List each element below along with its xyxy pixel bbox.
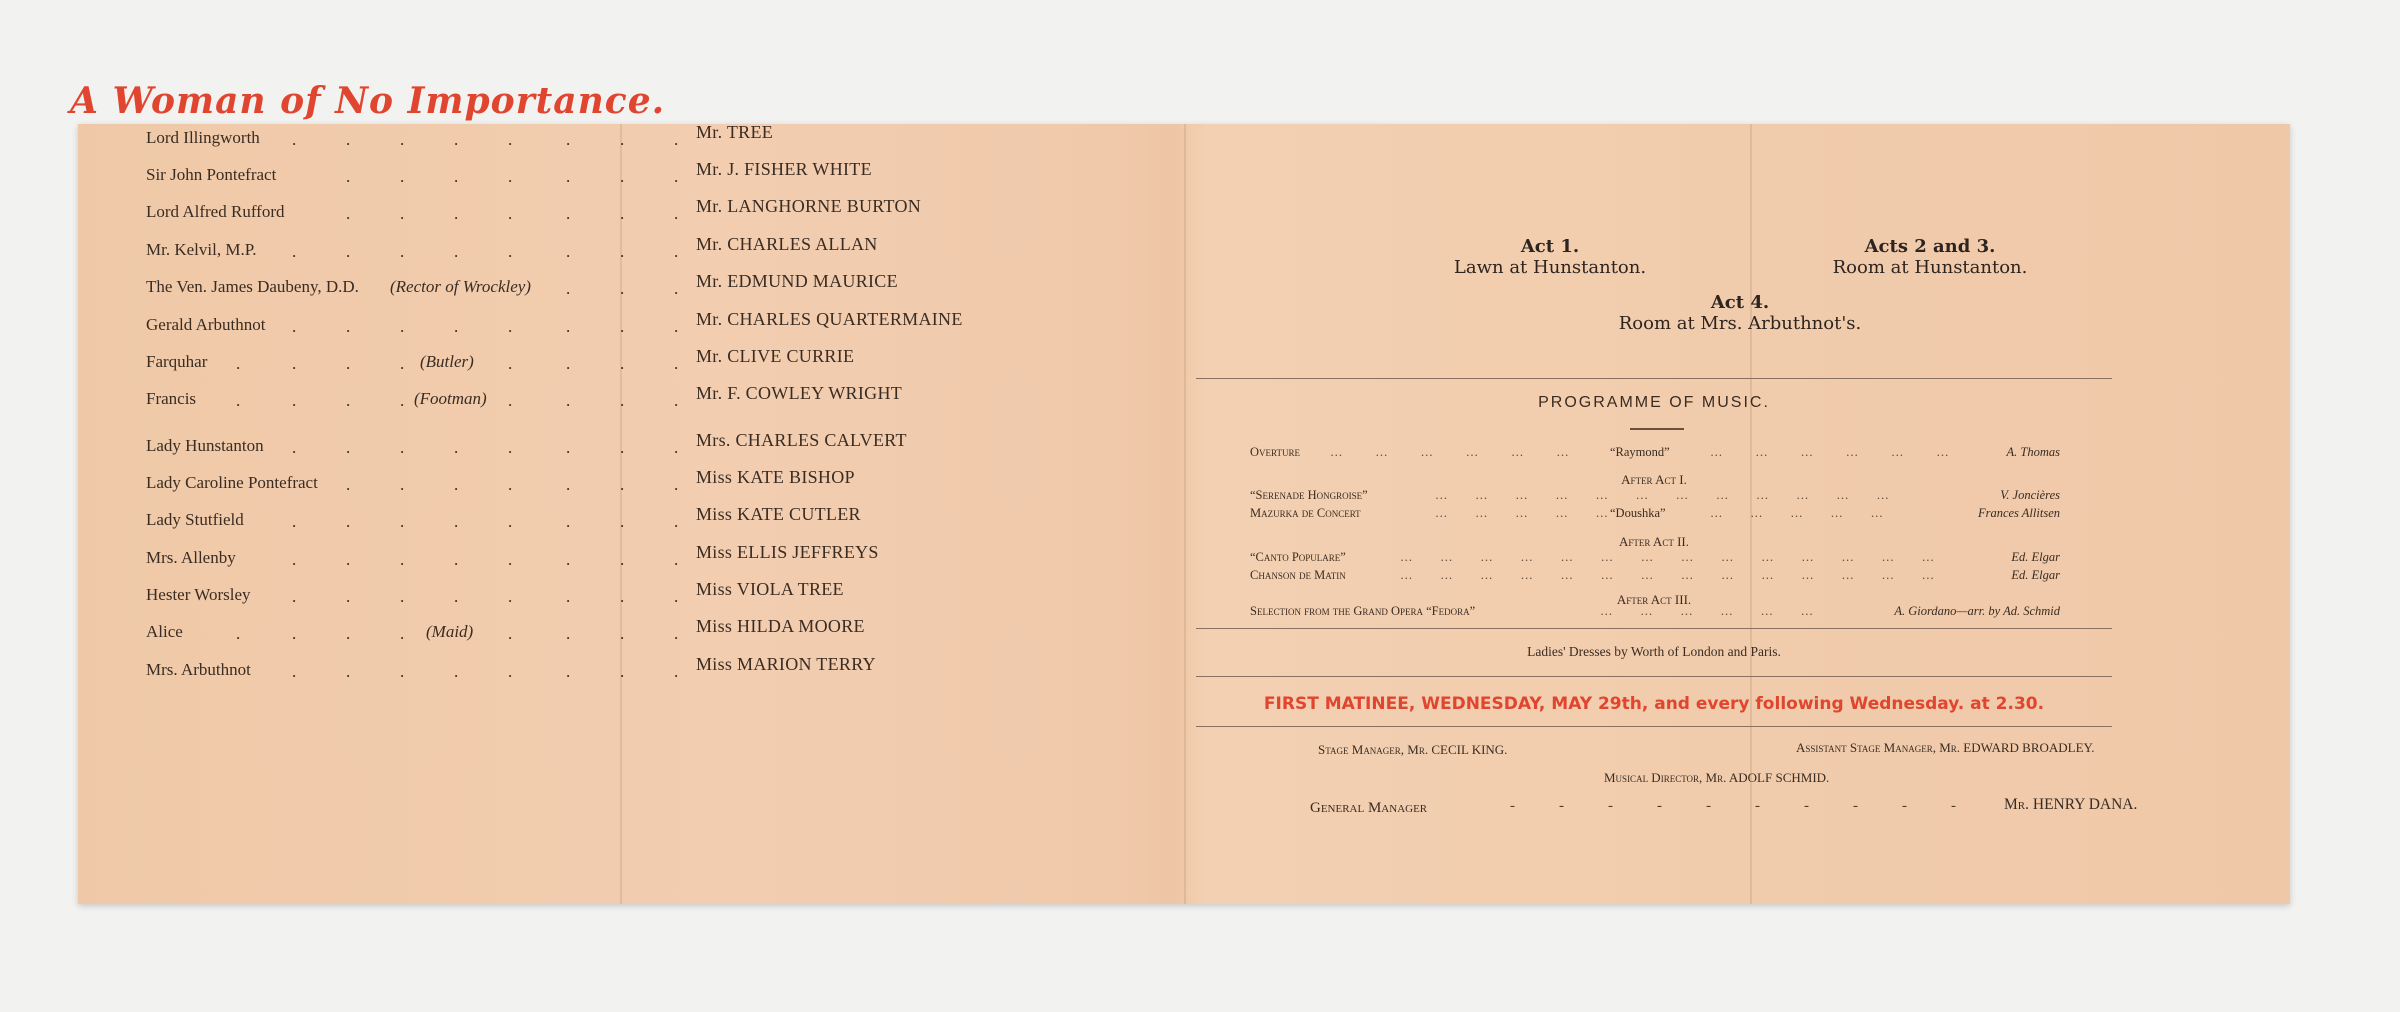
role-name: Lord Alfred Rufford: [146, 202, 285, 221]
leader-dot: .: [620, 587, 625, 606]
music-composer: Ed. Elgar: [2011, 568, 2060, 582]
cast-row: [146, 467, 1106, 503]
leader-dot: .: [400, 587, 405, 606]
divider: [1196, 726, 2112, 727]
leader-dot: .: [674, 662, 679, 681]
leader-dot: .: [508, 354, 513, 373]
music-serenade: “Serenade Hongroise” … … … … … … … … … … … … V. Joncières: [1250, 488, 2060, 502]
leader-dot: .: [674, 354, 679, 373]
divider: [1196, 628, 2112, 629]
act4-heading: Act 4.: [1710, 292, 1770, 313]
leader-dot: .: [620, 317, 625, 336]
role-note: (Maid): [426, 622, 474, 641]
actor-name: Miss HILDA MOORE: [696, 616, 865, 636]
leader-dot: .: [346, 204, 351, 223]
leader-dot: .: [566, 167, 571, 186]
leader-dot: .: [236, 391, 241, 410]
leader-dot: .: [400, 662, 405, 681]
music-composer: A. Thomas: [2006, 445, 2060, 459]
act23-block: [1810, 236, 2050, 278]
actor-name: Mr. J. FISHER WHITE: [696, 159, 872, 179]
cast-row: [146, 271, 1106, 307]
role-name: Lady Hunstanton: [146, 436, 264, 455]
programme-title: PROGRAMME OF MUSIC.: [1538, 394, 1770, 411]
leader-dot: .: [346, 587, 351, 606]
leader-dot: .: [674, 624, 679, 643]
cast-row: [146, 579, 1106, 615]
leader-dot: .: [566, 317, 571, 336]
leader-dot: .: [400, 512, 405, 531]
leader-dot: .: [400, 438, 405, 457]
music-composer: A. Giordano—arr. by Ad. Schmid: [1894, 604, 2060, 618]
leader-dot: .: [674, 587, 679, 606]
leader-dot: .: [566, 391, 571, 410]
leader-dot: .: [508, 130, 513, 149]
role-name: Lady Caroline Pontefract: [146, 473, 318, 492]
leader-dot: .: [346, 624, 351, 643]
act1-block: [1430, 236, 1670, 278]
leader-dot: .: [454, 587, 459, 606]
music-piece: Overture: [1250, 445, 1300, 459]
leader-dot: .: [292, 512, 297, 531]
leader-dot: .: [508, 438, 513, 457]
leader-dot: .: [292, 550, 297, 569]
leader-dot: .: [674, 242, 679, 261]
actor-name: Mr. CLIVE CURRIE: [696, 346, 855, 366]
leader-dot: .: [620, 624, 625, 643]
leader-dot: .: [674, 438, 679, 457]
leader-dot: .: [620, 130, 625, 149]
cast-row: [146, 196, 1106, 232]
matinee-notice: FIRST MATINEE, WEDNESDAY, MAY 29th, and every following Wednesday. at 2.30.: [1263, 694, 2045, 714]
cast-row: [146, 346, 1106, 382]
act4-block: [1560, 292, 1920, 334]
leader-dot: .: [566, 512, 571, 531]
leader-dot: .: [508, 317, 513, 336]
role-name: Sir John Pontefract: [146, 165, 277, 184]
leader-dot: .: [620, 475, 625, 494]
role-name: Mr. Kelvil, M.P.: [146, 240, 257, 259]
music-piece: Selection from the Grand Opera “Fedora”: [1250, 604, 1476, 618]
role-name: Mrs. Allenby: [146, 548, 236, 567]
leader-dot: .: [566, 279, 571, 298]
music-canto: “Canto Populare” … … … … … … … … … … … … … … Ed. Elgar: [1250, 550, 2060, 564]
role-note: (Rector of Wrockley): [390, 277, 531, 296]
leader-dot: .: [508, 242, 513, 261]
leader-dot: .: [292, 587, 297, 606]
leader-dot: .: [292, 130, 297, 149]
leader-dot: .: [674, 475, 679, 494]
general-manager-name: Mr. HENRY DANA.: [2004, 796, 2138, 813]
music-title: “Doushka”: [1610, 506, 1666, 520]
leader-dot: .: [674, 130, 679, 149]
actor-name: Miss MARION TERRY: [696, 654, 876, 674]
leader-dot: .: [346, 317, 351, 336]
actor-name: Miss KATE BISHOP: [696, 467, 855, 487]
leader-dot: .: [620, 438, 625, 457]
leader-dot: .: [346, 242, 351, 261]
leader-dot: .: [346, 550, 351, 569]
role-name: Lord Illingworth: [146, 128, 260, 147]
leader-dot: .: [508, 167, 513, 186]
leader-dot: .: [454, 438, 459, 457]
after-act2: After Act II.: [1619, 534, 1689, 549]
music-chanson: Chanson de Matin … … … … … … … … … … … … … … Ed. Elgar: [1250, 568, 2060, 582]
actor-name: Mr. EDMUND MAURICE: [696, 271, 898, 291]
leader-dot: .: [508, 587, 513, 606]
leader-dot: .: [400, 354, 405, 373]
leader-dot: .: [566, 130, 571, 149]
leader-dot: .: [566, 438, 571, 457]
cast-row: [146, 504, 1106, 540]
leader-dot: .: [674, 391, 679, 410]
music-piece: Mazurka de Concert: [1250, 506, 1361, 520]
actor-name: Mr. F. COWLEY WRIGHT: [696, 383, 903, 403]
leader-dot: .: [454, 167, 459, 186]
music-piece: Chanson de Matin: [1250, 568, 1346, 582]
leader-dot: .: [674, 317, 679, 336]
leader-dot: .: [454, 475, 459, 494]
music-composer: Frances Allitsen: [1977, 506, 2060, 520]
leader-dot: .: [400, 550, 405, 569]
leader-dot: .: [236, 624, 241, 643]
leader-dot: .: [454, 204, 459, 223]
leader-dot: .: [674, 167, 679, 186]
music-piece: “Serenade Hongroise”: [1250, 488, 1368, 502]
leader-dot: .: [454, 512, 459, 531]
leader-dot: .: [508, 550, 513, 569]
leader-dot: .: [566, 587, 571, 606]
play-title: A Woman of No Importance.: [70, 80, 666, 122]
cast-row: [146, 383, 1106, 419]
leader-dot: .: [620, 167, 625, 186]
leader-dot: .: [454, 662, 459, 681]
leader-dot: .: [620, 662, 625, 681]
cast-row: [146, 309, 1106, 345]
leader-dot: .: [620, 512, 625, 531]
leader-dot: .: [400, 204, 405, 223]
music-mazurka: Mazurka de Concert … … … … … “Doushka” … … … … … Frances Allitsen: [1250, 506, 2060, 520]
leader-dot: .: [292, 317, 297, 336]
role-name: Mrs. Arbuthnot: [146, 660, 251, 679]
leader-dot: .: [346, 438, 351, 457]
role-name: Alice: [146, 622, 183, 641]
leader-dot: .: [236, 354, 241, 373]
leader-dot: .: [508, 662, 513, 681]
leader-dot: .: [400, 130, 405, 149]
leader-dot: .: [674, 550, 679, 569]
cast-row: [146, 159, 1106, 195]
music-overture: Overture … … … … … … “Raymond” … … … … … … A. Thomas: [1250, 445, 2060, 459]
music-piece: “Canto Populare”: [1250, 550, 1346, 564]
leader-dot: .: [566, 354, 571, 373]
leader-dot: .: [620, 204, 625, 223]
role-name: Lady Stutfield: [146, 510, 244, 529]
actor-name: Mr. CHARLES ALLAN: [696, 234, 878, 254]
leader-dot: .: [400, 475, 405, 494]
leader-dot: .: [400, 391, 405, 410]
leader-dot: .: [566, 624, 571, 643]
act4-scene: Room at Mrs. Arbuthnot's.: [1618, 313, 1862, 334]
dresses-credit: Ladies' Dresses by Worth of London and Paris.: [1527, 644, 1781, 659]
leader-dot: .: [292, 662, 297, 681]
divider: [1196, 378, 2112, 379]
leader-dot: .: [454, 130, 459, 149]
leader-dot: .: [508, 391, 513, 410]
leader-dot: .: [400, 242, 405, 261]
leader-dot: .: [620, 391, 625, 410]
act23-scene: Room at Hunstanton.: [1832, 257, 2028, 278]
leader-dot: .: [454, 242, 459, 261]
role-name: The Ven. James Daubeny, D.D.: [146, 277, 359, 296]
fold-line: [1184, 124, 1186, 904]
leader-dot: .: [454, 317, 459, 336]
music-selection: Selection from the Grand Opera “Fedora” … … … … … … A. Giordano—arr. by Ad. Schmid: [1250, 604, 2060, 618]
leader-dot: .: [292, 438, 297, 457]
act1-scene: Lawn at Hunstanton.: [1453, 257, 1647, 278]
title-underline: [1630, 428, 1684, 430]
leader-dot: .: [566, 550, 571, 569]
after-act1: After Act I.: [1621, 472, 1687, 487]
leader-dot: .: [508, 512, 513, 531]
leader-dot: .: [566, 242, 571, 261]
leader-dot: .: [346, 475, 351, 494]
music-composer: Ed. Elgar: [2011, 550, 2060, 564]
actor-name: Mr. CHARLES QUARTERMAINE: [696, 309, 963, 329]
leader-dot: .: [346, 130, 351, 149]
leader-dot: .: [346, 662, 351, 681]
act1-heading: Act 1.: [1520, 236, 1580, 257]
leader-dot: .: [346, 167, 351, 186]
assistant-stage-manager: Assistant Stage Manager, Mr. EDWARD BROADLEY.: [1796, 740, 2095, 755]
actor-name: Mr. LANGHORNE BURTON: [696, 196, 922, 216]
leader-dot: .: [292, 242, 297, 261]
role-name: Gerald Arbuthnot: [146, 315, 266, 334]
leader-dot: .: [566, 204, 571, 223]
leader-dot: .: [620, 242, 625, 261]
leader-dot: .: [566, 475, 571, 494]
general-manager-label: General Manager: [1310, 800, 1428, 816]
leader-dot: .: [346, 512, 351, 531]
leader-dot: .: [346, 391, 351, 410]
actor-name: Miss VIOLA TREE: [696, 579, 844, 599]
music-composer: V. Joncières: [2000, 488, 2060, 502]
musical-director: Musical Director, Mr. ADOLF SCHMID.: [1604, 770, 1830, 785]
leader-dot: .: [620, 354, 625, 373]
cast-row: [146, 122, 1106, 158]
cast-row: [146, 542, 1106, 578]
after-act3: After Act III.: [1616, 592, 1692, 607]
cast-row: [146, 430, 1106, 466]
act23-heading: Acts 2 and 3.: [1864, 236, 1996, 257]
leader-dot: .: [346, 354, 351, 373]
cast-row: [146, 654, 1106, 690]
leader-dot: .: [292, 391, 297, 410]
role-name: Francis: [146, 389, 197, 408]
leader-dot: .: [674, 204, 679, 223]
actor-name: Mrs. CHARLES CALVERT: [696, 430, 907, 450]
actor-name: Miss KATE CUTLER: [696, 504, 861, 524]
leader-dot: .: [400, 317, 405, 336]
leader-dot: .: [508, 624, 513, 643]
leader-dot: .: [400, 624, 405, 643]
leader-dot: .: [674, 512, 679, 531]
music-title: “Raymond”: [1610, 445, 1670, 459]
leader-dot: .: [620, 279, 625, 298]
actor-name: Miss ELLIS JEFFREYS: [696, 542, 879, 562]
divider: [1196, 676, 2112, 677]
leader-dashes: ----------: [1510, 798, 2000, 814]
cast-row: [146, 616, 1106, 652]
role-name: Hester Worsley: [146, 585, 251, 604]
leader-dot: .: [292, 354, 297, 373]
leader-dot: .: [292, 624, 297, 643]
leader-dot: .: [566, 662, 571, 681]
leader-dot: .: [400, 167, 405, 186]
stage-manager: Stage Manager, Mr. CECIL KING.: [1318, 742, 1508, 757]
role-name: Farquhar: [146, 352, 208, 371]
actor-name: Mr. TREE: [696, 122, 774, 142]
leader-dot: .: [508, 475, 513, 494]
role-note: (Butler): [420, 352, 474, 371]
leader-dot: .: [674, 279, 679, 298]
role-note: (Footman): [414, 389, 487, 408]
leader-dot: .: [454, 550, 459, 569]
leader-dot: .: [508, 204, 513, 223]
cast-row: [146, 234, 1106, 270]
leader-dot: .: [620, 550, 625, 569]
